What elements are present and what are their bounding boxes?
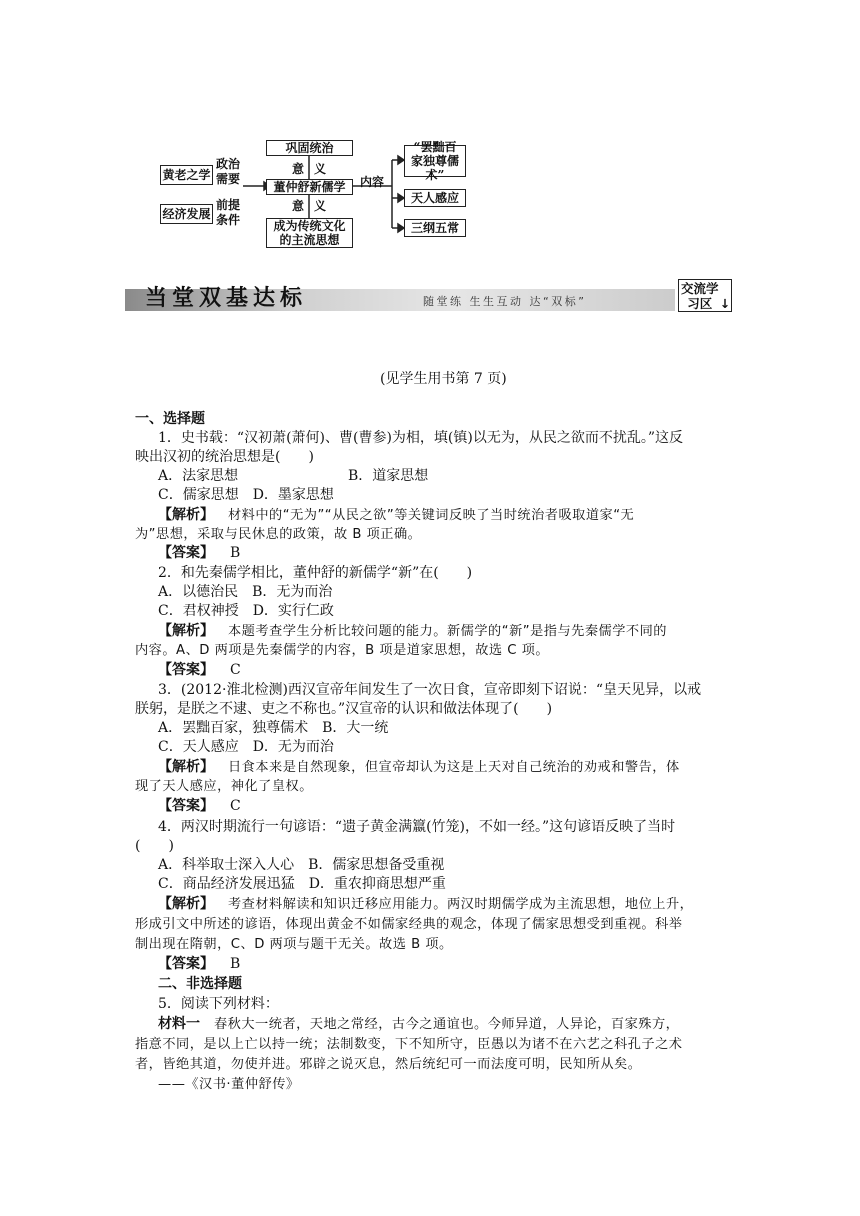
q3-analysis-text-2: 现了天人感应，神化了皇权。 <box>135 779 313 794</box>
exchange-area-label: 交流学习区 <box>680 281 719 311</box>
q1-option-b: B．道家思想 <box>348 468 429 484</box>
section-heading-choice: 一、选择题 <box>135 411 205 427</box>
arrow-down-icon: ↓ <box>719 296 731 311</box>
material1-source: ——《汉书·董仲舒传》 <box>158 1077 300 1092</box>
q1-options-cd: C．儒家思想 D．墨家思想 <box>158 487 334 503</box>
sangang-box: 三纲五常 <box>404 219 466 237</box>
q1-analysis-label: 【解析】 <box>158 507 214 523</box>
q4-analysis-text-3: 制出现在隋朝，C、D 两项与题干无关。故选 B 项。 <box>135 937 453 952</box>
q3-analysis-text: 日食本来是自然现象，但宣帝却认为这是上天对自己统治的劝戒和警告，体 <box>228 760 680 775</box>
label-yi2: 意 <box>292 199 305 213</box>
label-qianti: 前提 <box>216 198 241 212</box>
q3-answer-label: 【答案】 <box>158 798 214 814</box>
q5-line1: 5．阅读下列材料： <box>158 996 279 1012</box>
q2-line1: 2．和先秦儒学相比，董仲舒的新儒学“新”在( ) <box>158 565 473 581</box>
q4-answer-label: 【答案】 <box>158 956 214 972</box>
exchange-area-button[interactable] <box>678 279 732 312</box>
q3-line1: 3．(2012·淮北检测)西汉宣帝年间发生了一次日食，宣帝即刻下诏说：“皇天见异，以戒 <box>158 682 702 698</box>
bachu-box: “罢黜百家独尊儒术” <box>404 145 466 177</box>
q4-line1: 4．两汉时期流行一句谚语：“遗子黄金满籝(竹笼)，不如一经。”这句谚语反映了当时 <box>158 819 676 835</box>
q2-analysis-text: 本题考查学生分析比较问题的能力。新儒学的“新”是指与先秦儒学不同的 <box>228 624 667 639</box>
material1-text-3: 者，皆绝其道，勿使并进。邪辟之说灭息，然后统纪可一而法度可明，民知所从矣。 <box>135 1057 642 1072</box>
section-banner <box>125 279 735 314</box>
q1-line1: 1．史书载：“汉初萧(萧何)、曹(曹参)为相，填(镇)以无为，从民之欲而不扰乱。”这反 <box>158 430 683 446</box>
label-xuyao: 需要 <box>216 172 241 186</box>
label-neirong: 内容 <box>360 175 385 189</box>
q2-answer-label: 【答案】 <box>158 662 214 678</box>
q1-option-a: A．法家思想 <box>158 468 239 484</box>
tianren-box: 天人感应 <box>404 189 466 207</box>
q2-answer: C <box>230 662 241 678</box>
q3-options-ab: A．罢黜百家，独尊儒术 B．大一统 <box>158 720 389 736</box>
book-reference: (见学生用书第 7 页) <box>380 371 507 387</box>
chuantong-box: 成为传统文化的主流思想 <box>266 218 353 248</box>
q3-options-cd: C．天人感应 D．无为而治 <box>158 739 334 755</box>
q2-analysis-label: 【解析】 <box>158 623 214 639</box>
q2-options-cd: C．君权神授 D．实行仁政 <box>158 603 334 619</box>
label-tiaojian: 条件 <box>216 213 241 227</box>
q1-answer: B <box>230 545 241 561</box>
label-yi1b: 义 <box>314 162 327 176</box>
q1-answer-label: 【答案】 <box>158 545 214 561</box>
dongzhongshu-box: 董仲舒新儒学 <box>266 179 353 195</box>
q4-options-ab: A．科举取士深入人心 B．儒家思想备受重视 <box>158 857 445 873</box>
q4-analysis-text-2: 形成引文中所述的谚语，体现出黄金不如儒家经典的观念，体现了儒家思想受到重视。科举 <box>135 917 683 932</box>
label-yi2b: 义 <box>314 199 327 213</box>
q2-options-ab: A．以德治民 B．无为而治 <box>158 584 333 600</box>
material1-text-1: 春秋大一统者，天地之常经，古今之通谊也。今师异道，人异论，百家殊方， <box>214 1017 680 1032</box>
q3-answer: C <box>230 798 241 814</box>
q4-line2: ( ) <box>135 838 174 854</box>
q4-answer: B <box>230 956 241 972</box>
banner-subtitle: 随堂练 生生互动 达“双标” <box>423 295 587 308</box>
q3-line2: 朕躬，是朕之不逮、吏之不称也。”汉宣帝的认识和做法体现了( ) <box>135 701 553 717</box>
jingji-box: 经济发展 <box>160 204 213 224</box>
q4-analysis-label: 【解析】 <box>158 896 214 912</box>
material1-label: 材料一 <box>158 1016 200 1032</box>
huanglao-box: 黄老之学 <box>160 165 213 185</box>
banner-title: 当堂双基达标 <box>145 286 308 311</box>
q1-line2: 映出汉初的统治思想是( ) <box>135 449 314 465</box>
label-yi1: 意 <box>292 162 305 176</box>
q4-analysis-text: 考查材料解读和知识迁移应用能力。两汉时期儒学成为主流思想，地位上升， <box>228 897 694 912</box>
label-zhengzhi: 政治 <box>216 157 241 171</box>
q1-analysis-text: 材料中的“无为”“从民之欲”等关键词反映了当时统治者吸取道家“无 <box>228 508 635 523</box>
gonggu-box: 巩固统治 <box>266 140 353 156</box>
material1-text-2: 指意不同，是以上亡以持一统；法制数变，下不知所守，臣愚以为诸不在六艺之科孔子之术 <box>135 1037 683 1052</box>
q1-analysis-text-2: 为”思想，采取与民休息的政策，故 B 项正确。 <box>135 527 422 542</box>
q2-analysis-text-2: 内容。A、D 两项是先秦儒学的内容，B 项是道家思想，故选 C 项。 <box>135 643 550 658</box>
section-heading-nonchoice: 二、非选择题 <box>158 976 242 992</box>
q3-analysis-label: 【解析】 <box>158 759 214 775</box>
q4-options-cd: C．商品经济发展迅猛 D．重农抑商思想严重 <box>158 876 446 892</box>
